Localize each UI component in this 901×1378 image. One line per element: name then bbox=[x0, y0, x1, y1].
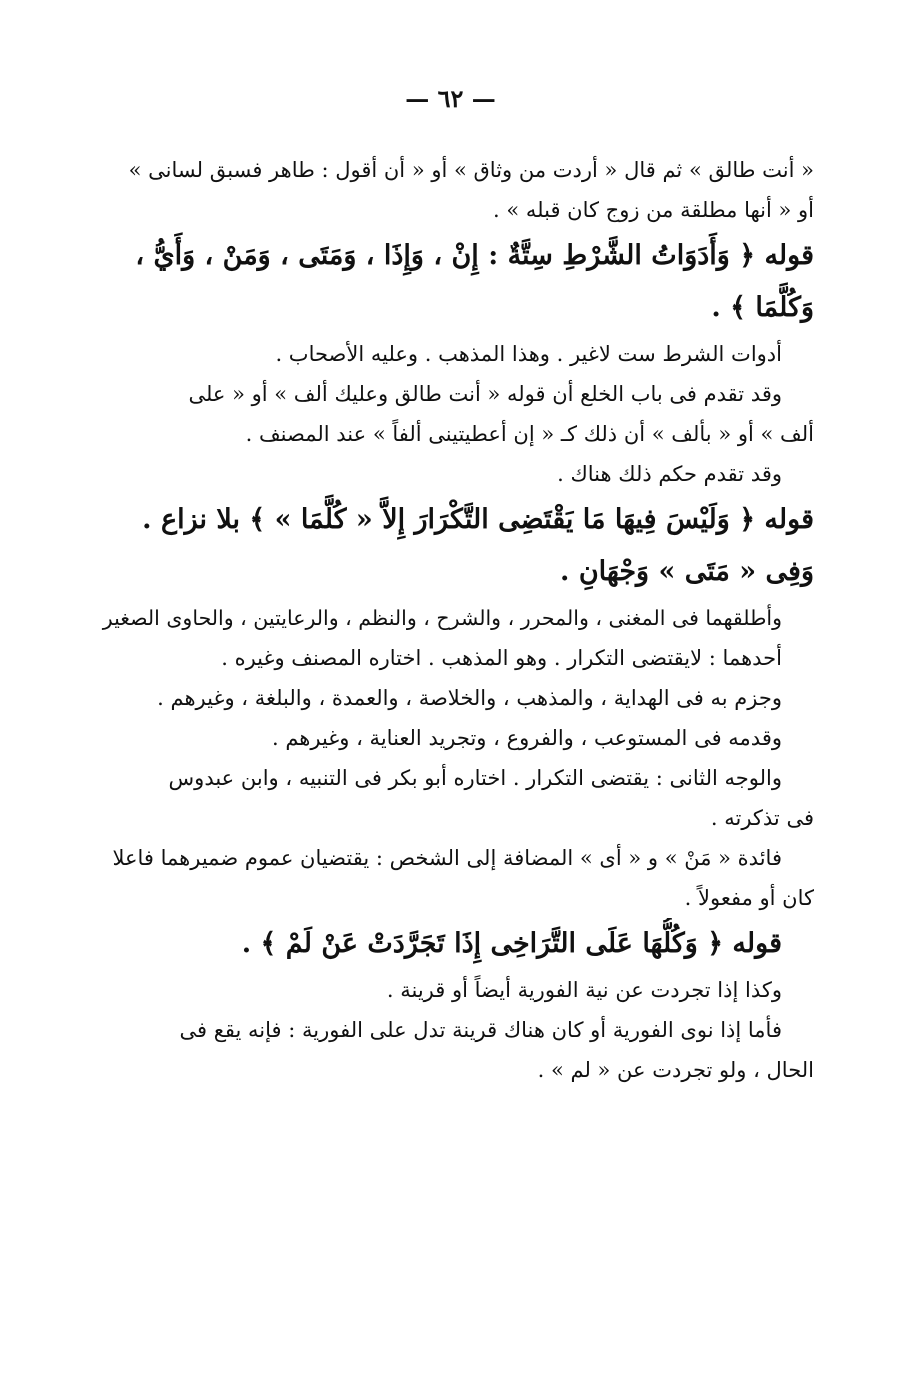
text-line: وقدمه فى المستوعب ، والفروع ، وتجريد العناية ، وغيرهم . bbox=[271, 726, 782, 750]
text-line: وقد تقدم حكم ذلك هناك . bbox=[557, 462, 782, 486]
text-line: وقد تقدم فى باب الخلع أن قوله « أنت طالق وعليك ألف » أو « على bbox=[188, 382, 782, 406]
matn-line: وَفِى « مَتَى » وَجْهَانِ . bbox=[560, 556, 814, 587]
page-body bbox=[96, 150, 814, 1090]
text-line: أحدهما : لايقتضى التكرار . وهو المذهب . اختاره المصنف وغيره . bbox=[221, 646, 782, 670]
text-line: وأطلقهما فى المغنى ، والمحرر ، والشرح ، والنظم ، والرعايتين ، والحاوى الصغير bbox=[102, 606, 782, 630]
text-line: كان أو مفعولاً . bbox=[684, 886, 814, 910]
text-line: والوجه الثانى : يقتضى التكرار . اختاره أبو بكر فى التنبيه ، وابن عبدوس bbox=[168, 766, 782, 790]
text-line: فأما إذا نوى الفورية أو كان هناك قرينة تدل على الفورية : فإنه يقع فى bbox=[179, 1018, 782, 1042]
matn-line: قوله ﴿ وَلَيْسَ فِيهَا مَا يَقْتَضِى التَّكْرَارَ إِلاَّ « كُلَّمَا » ﴾ بلا نزاع . bbox=[142, 504, 814, 535]
matn-line: وَكُلَّمَا ﴾ . bbox=[711, 292, 814, 323]
text-line: فى تذكرته . bbox=[710, 806, 814, 830]
text-line: الحال ، ولو تجردت عن « لم » . bbox=[537, 1058, 814, 1082]
text-line: وكذا إذا تجردت عن نية الفورية أيضاً أو قرينة . bbox=[386, 978, 782, 1002]
text-line: أدوات الشرط ست لاغير . وهذا المذهب . وعليه الأصحاب . bbox=[275, 342, 782, 366]
page-number: — ٦٢ — bbox=[405, 84, 496, 113]
text-line: أو « أنها مطلقة من زوج كان قبله » . bbox=[493, 198, 814, 222]
text-line: فائدة « مَنْ » و « أى » المضافة إلى الشخص : يقتضيان عموم ضميرهما فاعلا bbox=[112, 846, 782, 870]
text-line: وجزم به فى الهداية ، والمذهب ، والخلاصة ، والعمدة ، والبلغة ، وغيرهم . bbox=[157, 686, 782, 710]
text-line: ألف » أو « بألف » أن ذلك كـ « إن أعطيتينى ألفاً » عند المصنف . bbox=[245, 422, 814, 446]
matn-line: قوله ﴿ وَأَدَوَاتُ الشَّرْطِ سِتَّةٌ : إِنْ ، وَإِذَا ، وَمَتَى ، وَمَنْ ، وَأَيُّ ، bbox=[135, 240, 814, 271]
matn-line: قوله ﴿ وَكُلُّهَا عَلَى التَّرَاخِى إِذَا تَجَرَّدَتْ عَنْ لَمْ ﴾ . bbox=[241, 928, 782, 959]
text-line: « أنت طالق » ثم قال « أردت من وثاق » أو « أن أقول : طاهر فسبق لسانى » bbox=[128, 158, 814, 182]
